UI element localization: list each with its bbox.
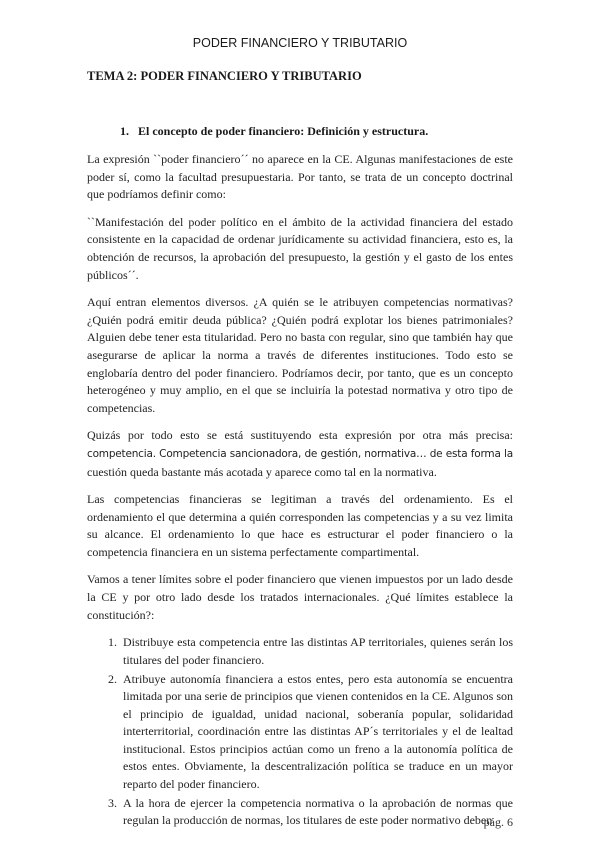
list-item: 2. Atribuye autonomía financiera a estos entes, pero esta autonomía se encuentra limitada por una serie de principios que vienen contenidos en la CE. Algunos son el principio de igualdad, unidad nacional, soberanía popular, solidaridad interterritorial, coordinación entre las distintas AP´s territoriales y el de lealtad institucional. Estos principios actúan como un freno a la autonomía política de estos entes. Obviamente, la descentralización política se traduce en un mayor reparto del poder financiero. bbox=[120, 671, 513, 793]
paragraph-competencia-start: Quizás por todo esto se está sustituyendo esta expresión por otra más precisa: bbox=[87, 428, 513, 443]
list-item: 1. Distribuye esta competencia entre las distintas AP territoriales, quienes serán los titulares del poder financiero. bbox=[120, 634, 513, 669]
tema-title: TEMA 2: PODER FINANCIERO Y TRIBUTARIO bbox=[87, 69, 362, 83]
running-header-title: PODER FINANCIERO Y TRIBUTARIO bbox=[192, 36, 408, 50]
paragraph-legitimacion: Las competencias financieras se legitiman a través del ordenamiento. Es el ordenamiento el que determina a quién corresponden las competencias y a su vez limita su alcance. El ordenamiento lo que hace es estructurar el poder financiero o la competencia financiera en un sistema perfectamente compartimental. bbox=[87, 492, 513, 559]
page-body bbox=[87, 69, 513, 832]
paragraph-elements: Aquí entran elementos diversos. ¿A quién se le atribuyen competencias normativas? ¿Quién podrá emitir deuda pública? ¿Quién podrá explotar los bienes patrimoniales? Alguien debe tener esta titularidad. Pero no basta con regular, sino que también hay que asegurarse de aplicar la norma a través de diferentes instituciones. Todo esto se englobaría dentro del poder financiero. Podríamos decir, por tanto, que es un concepto heterogéneo y muy amplio, en el que se incluiría la potestad normativa y otro tipo de competencias. bbox=[87, 295, 513, 415]
limits-list bbox=[87, 634, 513, 829]
paragraph-competencia-highlight: competencia. Competencia sancionadora, de gestión, normativa… de esta forma la bbox=[87, 447, 513, 460]
paragraph-competencia-end: cuestión queda bastante más acotada y aparece como tal en la normativa. bbox=[87, 464, 437, 479]
page-number: pág. 6 bbox=[483, 815, 513, 829]
paragraph-limites: Vamos a tener límites sobre el poder financiero que vienen impuestos por un lado desde la CE y por otro lado desde los tratados internacionales. ¿Qué límites establece la constitución?: bbox=[87, 572, 513, 622]
paragraph-definition-intro: La expresión ``poder financiero´´ no aparece en la CE. Algunas manifestaciones de este poder sí, como la facultad presupuestaria. Por tanto, se trata de un concepto doctrinal que podríamos definir como: bbox=[87, 152, 513, 202]
list-item: 3. A la hora de ejercer la competencia normativa o la aprobación de normas que regulan la producción de normas, los titulares de este poder normativo deben bbox=[120, 795, 513, 830]
paragraph-competencia bbox=[87, 427, 513, 481]
paragraph-definition-quote: ``Manifestación del poder político en el ámbito de la actividad financiera del estado consistente en la capacidad de ordenar jurídicamente su actividad financiera, esto es, la obtención de recursos, la aprobación del presupuesto, la gestión y el gasto de los entes públicos´´. bbox=[87, 214, 513, 282]
section-heading: 1. El concepto de poder financiero: Definición y estructura. bbox=[120, 124, 429, 138]
